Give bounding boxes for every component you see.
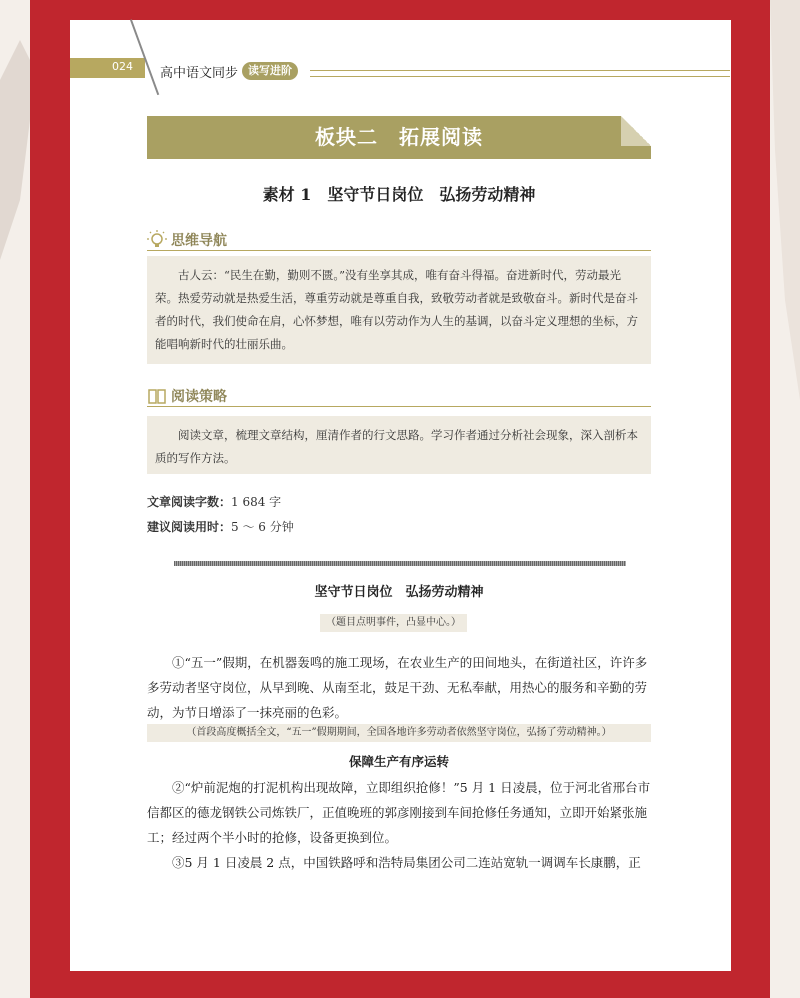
section-divider <box>174 561 626 566</box>
reading-time-value: 5 ～ 6 分钟 <box>231 520 294 534</box>
header-rule <box>310 70 730 77</box>
thinking-nav-label: 思维导航 <box>171 233 227 249</box>
word-count <box>147 493 281 510</box>
material-title: 素材 1 坚守节日岗位 弘扬劳动精神 <box>262 185 536 204</box>
reading-strategy-label: 阅读策略 <box>171 389 227 405</box>
title-note: （题目点明事件，凸显中心。） <box>320 614 467 632</box>
reading-strategy-header <box>147 386 651 407</box>
paragraph-1-note: （首段高度概括全文，“五一”假期期间，全国各地许多劳动者依然坚守岗位，弘扬了劳动精神。） <box>147 724 651 742</box>
header-band <box>70 58 145 78</box>
thinking-nav-text: 古人云：“民生在勤，勤则不匮。”没有坐享其成，唯有奋斗得福。奋进新时代，劳动最光荣。热爱劳动就是热爱生活，尊重劳动就是尊重自我，致敬劳动者就是致敬奋斗。新时代是奋斗者的时代，我们使命在肩，心怀梦想，唯有以劳动作为人生的基调，以奋斗定义理想的坐标，方能唱响新时代的壮丽乐曲。 <box>147 256 651 364</box>
paragraph-1: ①“五一”假期，在机器轰鸣的施工现场，在农业生产的田间地头，在街道社区，许许多多劳动者坚守岗位，从早到晚、从南至北，鼓足干劲、无私奉献，用热心的服务和辛勤的劳动，为节日增添了一抹亮丽的色彩。 <box>147 655 648 720</box>
paragraph-3: ③5 月 1 日凌晨 2 点，中国铁路呼和浩特局集团公司二连站宽轨一调调车长康鹏，正 <box>172 855 641 870</box>
book-title: 高中语文同步 <box>160 66 239 81</box>
section-banner-title: 板块二 拓展阅读 <box>315 125 483 149</box>
paragraph-2: ②“炉前泥炮的打泥机构出现故障，立即组织抢修！”5 月 1 日凌晨，位于河北省邢台市信都区的德龙钢铁公司炼铁厂，正值晚班的郭彦刚接到车间抢修任务通知，立即开始紧张施工；经过两个半小时的抢修，设备更换到位。 <box>147 780 651 845</box>
reading-strategy-text: 阅读文章，梳理文章结构，厘清作者的行文思路。学习作者通过分析社会现象，深入剖析本质的写作方法。 <box>147 416 651 474</box>
lightbulb-icon <box>147 230 167 250</box>
book-badge: 读写进阶 <box>242 62 298 80</box>
article-title: 坚守节日岗位 弘扬劳动精神 <box>314 585 484 600</box>
word-count-label: 文章阅读字数： <box>147 495 232 509</box>
reading-time <box>147 518 294 535</box>
word-count-value: 1 684 字 <box>231 495 282 509</box>
section-heading: 保障生产有序运转 <box>348 754 449 769</box>
thinking-nav-header <box>147 230 651 251</box>
book-icon <box>147 386 167 406</box>
reading-time-label: 建议阅读用时： <box>147 520 232 534</box>
page-number: 024 <box>112 60 133 73</box>
document-page <box>70 20 731 971</box>
